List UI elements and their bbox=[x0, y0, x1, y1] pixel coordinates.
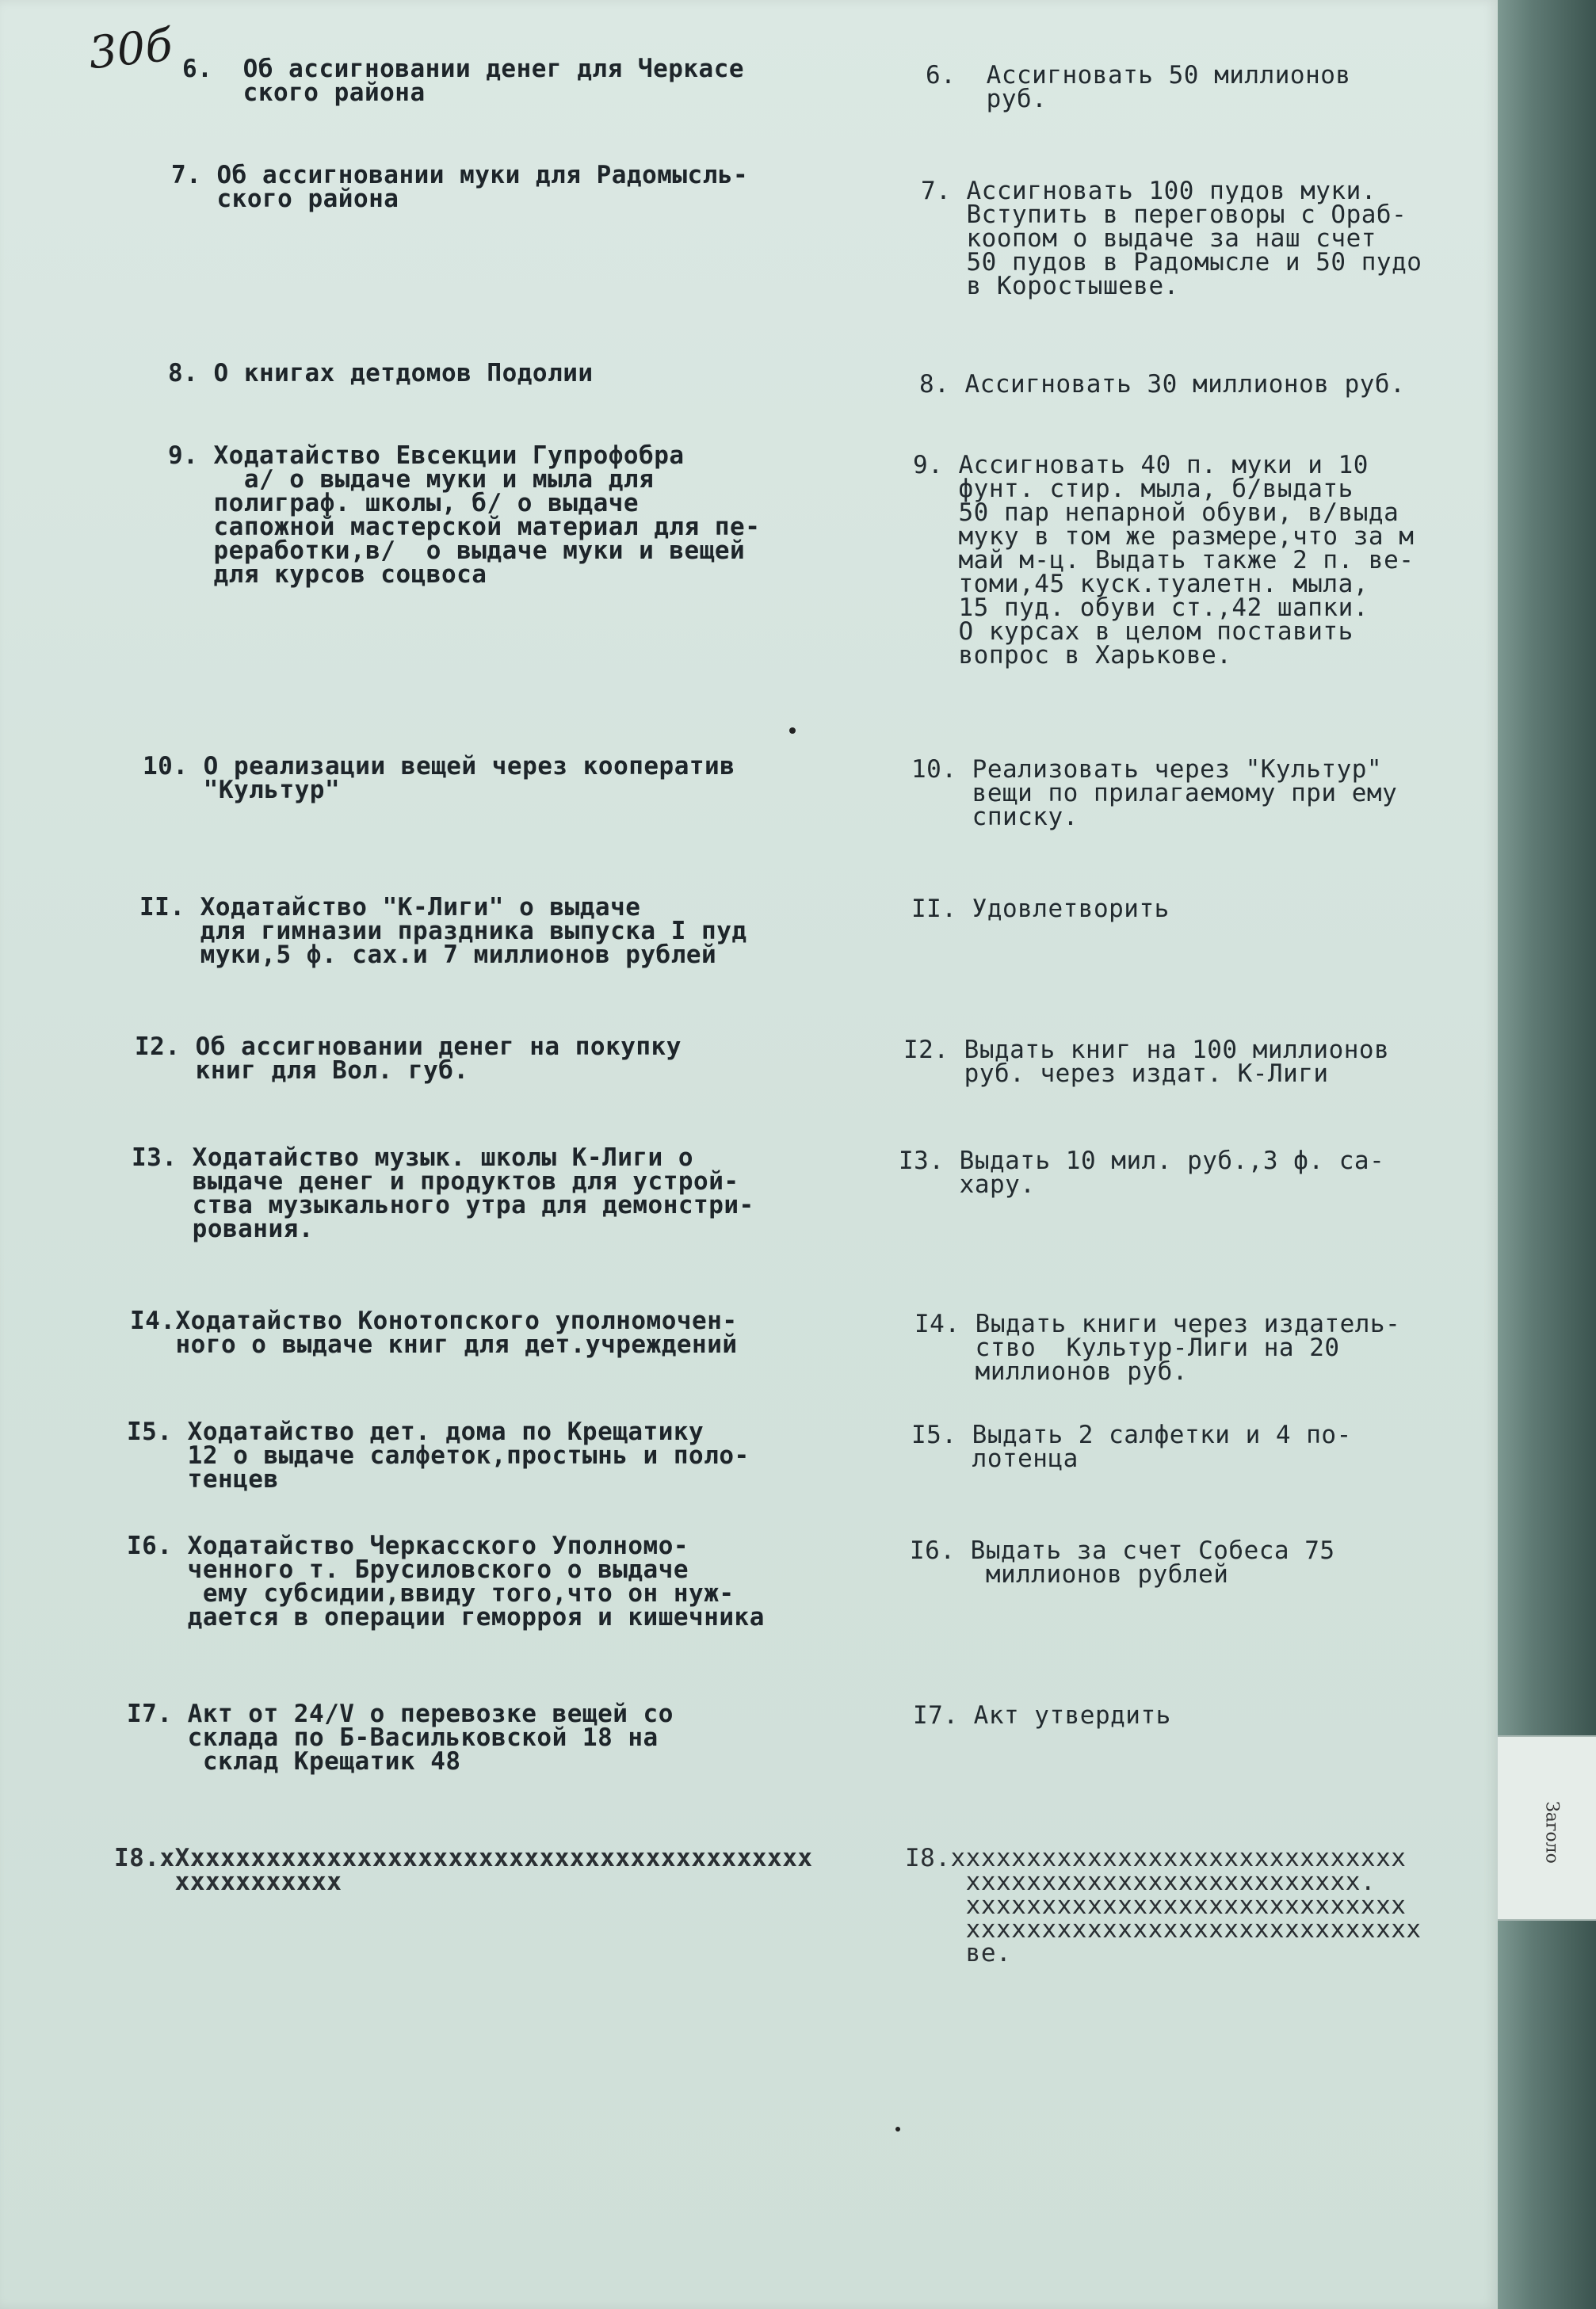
item-6-question: 6. Об ассигновании денег для Черкасе ского района bbox=[182, 55, 745, 107]
ink-dot bbox=[789, 727, 796, 734]
item-12-answer: I2. Выдать книг на 100 миллионов руб. через издат. К-Лиги bbox=[903, 1036, 1390, 1088]
item-7-question: 7. Об ассигновании муки для Радомысль- ского района bbox=[171, 161, 749, 213]
item-13-question: I3. Ходатайство музык. школы К-Лиги о выдаче денег и продуктов для устрой- ства музыкального утра для демонстри- рования. bbox=[132, 1143, 754, 1243]
item-10-answer: 10. Реализовать через "Культур" вещи по прилагаемому при ему списку. bbox=[911, 755, 1398, 831]
item-8-question: 8. О книгах детдомов Подолии bbox=[168, 359, 594, 387]
item-16-answer: I6. Выдать за счет Собеса 75 миллионов рублей bbox=[910, 1536, 1335, 1589]
item-15-answer: I5. Выдать 2 салфетки и 4 по- лотенца bbox=[911, 1421, 1352, 1473]
item-9-question: 9. Ходатайство Евсекции Гупрофобра а/ о выдаче муки и мыла для полиграф. школы, б/ о выдаче сапожной мастерской материал для пе- реработки,в/ о выдаче муки и вещей для курсов соцвоса bbox=[168, 441, 761, 589]
item-14-answer: I4. Выдать книги через издатель- ство Культур-Лиги на 20 миллионов руб. bbox=[914, 1310, 1401, 1386]
item-16-question: I6. Ходатайство Черкасского Уполномо- ченного т. Брусиловского о выдаче ему субсидии,ввиду того,что он нуж- дается в операции геморроя и кишечника bbox=[127, 1532, 765, 1632]
item-8-answer: 8. Ассигновать 30 миллионов руб. bbox=[919, 370, 1406, 399]
item-12-question: I2. Об ассигновании денег на покупку книг для Вол. губ. bbox=[135, 1032, 682, 1085]
item-18-question-struck: I8.xXxxxxxxxxxxxxxxxxxxxxxxxxxxxxxxxxxxxxxxxxx xxxxxxxxxxx bbox=[114, 1844, 813, 1896]
item-6-answer: 6. Ассигновать 50 миллионов руб. bbox=[926, 61, 1351, 113]
handwritten-page-number: 30б bbox=[86, 19, 175, 80]
folder-tab-label: Заголо bbox=[1541, 1801, 1562, 1864]
item-11-question: II. Ходатайство "К-Лиги" о выдаче для гимназии праздника выпуска I пуд муки,5 ф. сах.и 7 миллионов рублей bbox=[139, 893, 747, 969]
item-7-answer: 7. Ассигновать 100 пудов муки. Вступить в переговоры с Ораб- коопом о выдаче за наш счет 50 пудов в Радомысле и 50 пудо в Коростышеве. bbox=[921, 177, 1422, 300]
item-14-question: I4.Ходатайство Конотопского уполномочен- ного о выдаче книг для дет.учреждений bbox=[130, 1307, 738, 1359]
item-17-answer: I7. Акт утвердить bbox=[913, 1701, 1171, 1730]
item-18-answer-struck: I8.xxxxxxxxxxxxxxxxxxxxxxxxxxxxxx xxxxxxxxxxxxxxxxxxxxxxxxxx. xxxxxxxxxxxxxxxxxxxxxxxxxxxxx xxxxxxxxxxxxxxxxxxxxxxxxxxxxxx ве. bbox=[905, 1844, 1422, 1967]
adjacent-page-edge bbox=[1498, 0, 1596, 2309]
item-10-question: 10. О реализации вещей через кооператив "Культур" bbox=[143, 752, 735, 804]
item-11-answer: II. Удовлетворить bbox=[911, 895, 1170, 923]
item-17-question: I7. Акт от 24/V о перевозке вещей со склада по Б-Васильковской 18 на склад Крещатик 48 bbox=[127, 1700, 674, 1776]
item-9-answer: 9. Ассигновать 40 п. муки и 10 фунт. стир. мыла, б/выдать 50 пар непарной обуви, в/выда муку в том же размере,что за м май м-ц. Выдать также 2 п. ве- томи,45 куск.туалетн. мыла, 15 пуд. обуви ст.,42 шапки. О курсах в целом поставить вопрос в Харькове. bbox=[913, 451, 1415, 670]
item-13-answer: I3. Выдать 10 мил. руб.,3 ф. са- хару. bbox=[899, 1147, 1385, 1199]
item-15-question: I5. Ходатайство дет. дома по Крещатику 12 о выдаче салфеток,простынь и поло- тенцев bbox=[127, 1418, 750, 1494]
ink-dot bbox=[895, 2127, 900, 2132]
